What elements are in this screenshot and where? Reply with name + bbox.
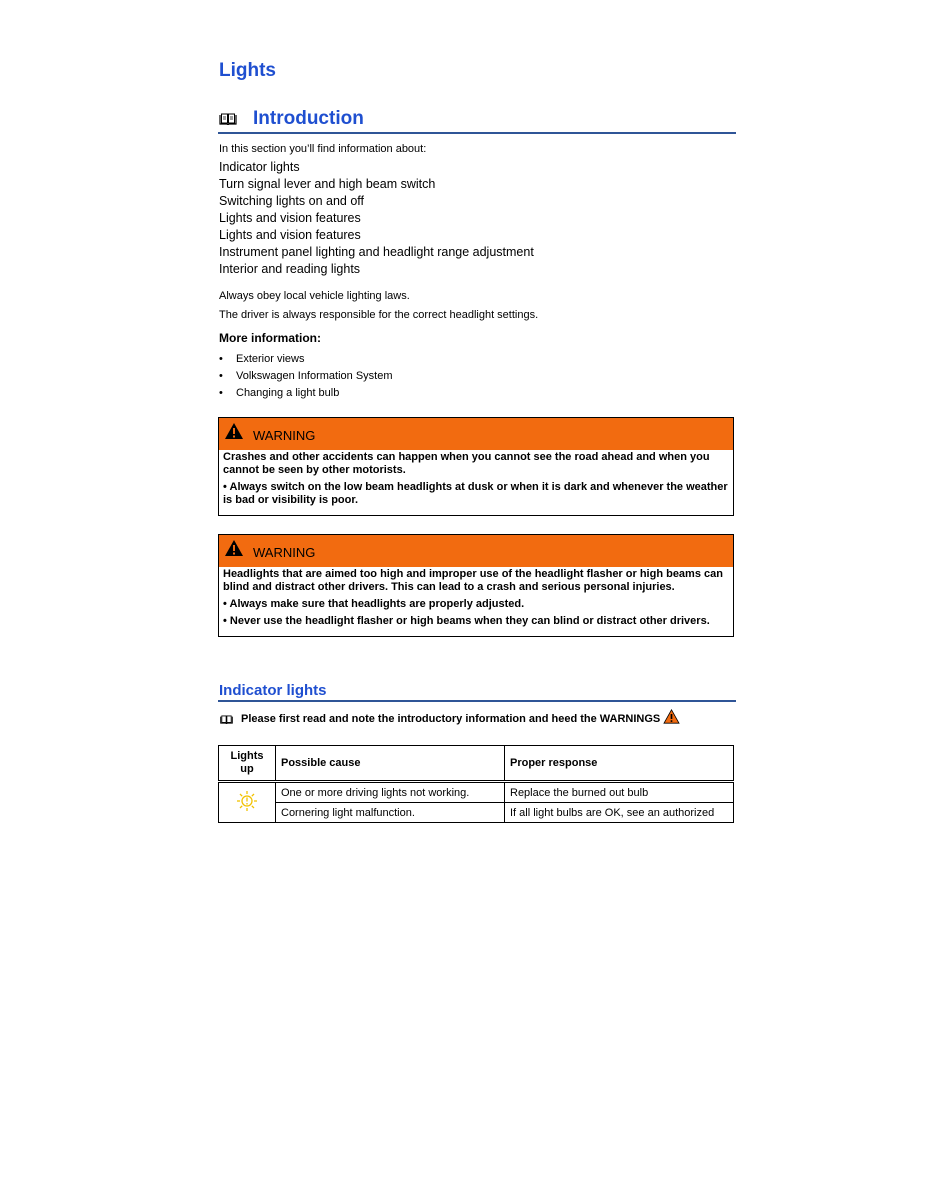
response-cell: If all light bulbs are OK, see an authorized <box>505 803 734 823</box>
more-information-label: More information: <box>219 331 321 345</box>
warning-bullet: • Always make sure that headlights are properly adjusted. <box>223 598 525 610</box>
warning-bullet: • Never use the headlight flasher or high beams when they can blind or distract other drivers. <box>223 615 710 627</box>
table-row <box>219 782 734 803</box>
warning-body <box>219 450 733 515</box>
table-row <box>219 803 734 823</box>
more-info-link[interactable]: • Exterior views <box>219 351 393 368</box>
response-cell: Replace the burned out bulb <box>505 782 734 803</box>
warning-header <box>219 535 733 567</box>
column-header-possible-cause: Possible cause <box>276 746 505 782</box>
table-header-row <box>219 746 734 782</box>
warning-box <box>218 534 734 637</box>
bulb-warning-icon <box>235 790 259 812</box>
column-header-proper-response: Proper response <box>505 746 734 782</box>
warning-text: Headlights that are aimed too high and improper use of the headlight flasher or high beams can blind and distract other drivers. This can lead to a crash and serious personal injuries. <box>223 568 723 593</box>
note-driver-responsible: The driver is always responsible for the correct headlight settings. <box>219 309 539 321</box>
introduction-heading: Introduction <box>253 108 364 129</box>
warning-triangle-icon[interactable] <box>663 709 680 724</box>
topic-link[interactable]: Turn signal lever and high beam switch <box>219 177 436 191</box>
note-lighting-laws: Always obey local vehicle lighting laws. <box>219 290 410 302</box>
warning-body <box>219 567 733 636</box>
more-information-list <box>219 351 393 402</box>
book-icon <box>219 113 237 125</box>
topic-link[interactable]: Instrument panel lighting and headlight range adjustment <box>219 245 534 259</box>
indicator-icon-cell <box>219 782 276 823</box>
introduction-heading-block <box>218 108 736 134</box>
warning-box <box>218 417 734 516</box>
topic-link[interactable]: Interior and reading lights <box>219 262 361 276</box>
indicator-lights-heading-block <box>218 681 736 702</box>
page-title: Lights <box>219 60 276 81</box>
topic-link[interactable]: Lights and vision features <box>219 211 361 225</box>
topic-link[interactable]: Lights and vision features <box>219 228 361 242</box>
book-icon <box>220 715 233 724</box>
topic-link[interactable]: Indicator lights <box>219 160 300 174</box>
cause-cell: One or more driving lights not working. <box>276 782 505 803</box>
topic-link[interactable]: Switching lights on and off <box>219 194 365 208</box>
warning-triangle-icon <box>224 539 244 557</box>
warning-title: WARNING <box>253 428 316 443</box>
indicator-lights-table <box>218 745 734 823</box>
warning-header <box>219 418 733 450</box>
intro-lead: In this section you’ll find information about: <box>219 143 427 155</box>
cause-cell: Cornering light malfunction. <box>276 803 505 823</box>
read-first-note <box>220 710 680 728</box>
more-info-link[interactable]: • Volkswagen Information System <box>219 368 393 385</box>
warning-bullet: • Always switch on the low beam headlights at dusk or when it is dark and whenever the weather is bad or visibility is poor. <box>223 481 728 506</box>
read-first-text[interactable]: Please first read and note the introductory information and heed the WARNINGS <box>241 713 661 725</box>
more-info-link[interactable]: • Changing a light bulb <box>219 385 393 402</box>
warning-triangle-icon <box>224 422 244 440</box>
warning-text: Crashes and other accidents can happen when you cannot see the road ahead and when you cannot be seen by other motorists. <box>223 451 710 476</box>
warning-title: WARNING <box>253 545 316 560</box>
topic-list <box>219 159 534 278</box>
indicator-lights-heading: Indicator lights <box>219 682 327 699</box>
column-header-lights-up: Lights up <box>219 746 276 782</box>
